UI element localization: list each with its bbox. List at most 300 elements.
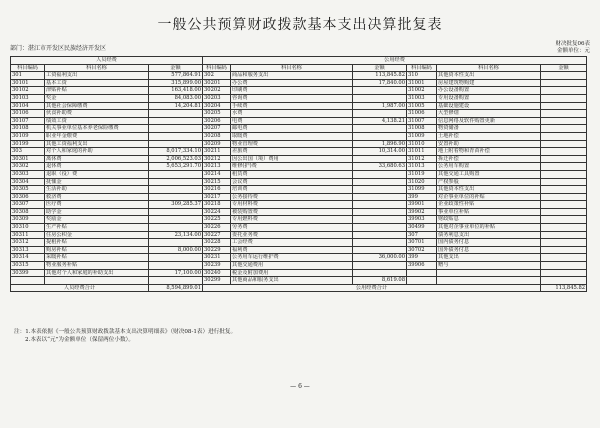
cell-code: 30103 [11,94,45,102]
cell-name [45,277,149,285]
page-number: — 6 — [290,383,310,390]
public-total-label: 公用经费合计 [203,284,541,292]
cell-code3: 31012 [407,155,437,163]
cell-name3: 物资储备 [437,125,541,133]
cell-name2: 物业管理费 [231,140,353,148]
cell-code2: 30211 [203,148,231,156]
cell-amount [149,178,203,186]
cell-name2: 工会经费 [231,239,353,247]
cell-name2: 委托业务费 [231,231,353,239]
cell-code3: 31002 [407,87,437,95]
cell-name3: 国内债务付息 [437,239,541,247]
cell-amount: 84,083.00 [149,94,203,102]
cell-name2: 专用材料费 [231,201,353,209]
cell-name: 住房公积金 [45,231,149,239]
cell-code: 30107 [11,117,45,125]
cell-code [11,277,45,285]
cell-name: 救济费 [45,193,149,201]
cell-code: 30306 [11,193,45,201]
cell-name: 其他工资福利支出 [45,140,149,148]
cell-amount2: 10,314.00 [353,148,407,156]
cell-amount3 [541,132,587,140]
table-row [11,87,587,95]
table-row [11,148,587,156]
cell-code3: 31001 [407,79,437,87]
cell-name: 对个人和家庭的补助 [45,148,149,156]
cell-amount3 [541,277,587,285]
cell-code: 30101 [11,79,45,87]
cell-name: 离休费 [45,155,149,163]
cell-code: 30305 [11,186,45,194]
cell-code3: 31019 [407,170,437,178]
cell-name2: 其他商品和服务支出 [231,277,353,285]
cell-amount2: 8,619.08 [353,277,407,285]
cell-code: 30301 [11,155,45,163]
cell-amount3 [541,102,587,110]
cell-amount3 [541,239,587,247]
cell-name: 奖励金 [45,216,149,224]
cell-amount: 14,204.81 [149,102,203,110]
cell-code2: 30203 [203,94,231,102]
cell-code: 301 [11,72,45,80]
cell-code: 303 [11,148,45,156]
cell-name: 基本工资 [45,79,149,87]
cell-code: 30308 [11,208,45,216]
col-header-name: 科目名称 [45,64,149,72]
cell-name2: 公务接待费 [231,193,353,201]
cell-name: 抚恤金 [45,178,149,186]
cell-name: 伙食补助费 [45,110,149,118]
cell-amount [149,140,203,148]
cell-amount: 17,100.00 [149,269,203,277]
cell-amount: 315,899.00 [149,79,203,87]
cell-name3: 基础设施建设 [437,102,541,110]
cell-amount2 [353,231,407,239]
cell-name3: 土地补偿 [437,132,541,140]
cell-amount3 [541,110,587,118]
cell-amount2 [353,110,407,118]
cell-amount2 [353,178,407,186]
cell-amount2 [353,155,407,163]
cell-name2: 劳务费 [231,224,353,232]
cell-amount3 [541,231,587,239]
section-personnel: 人员经费 [11,57,203,65]
col-header-code: 科目编码 [11,64,45,72]
cell-amount2 [353,87,407,95]
cell-amount2: 36,000.00 [353,254,407,262]
cell-code: 30106 [11,110,45,118]
cell-code: 30310 [11,224,45,232]
cell-name3: 其他资本性支出 [437,72,541,80]
form-code-block [556,41,591,55]
cell-name3: 其他支出 [437,254,541,262]
cell-amount3 [541,94,587,102]
cell-code2: 30228 [203,239,231,247]
table-body [11,72,587,285]
cell-name3: 对企事业单位的补贴 [437,193,541,201]
cell-code2: 30216 [203,186,231,194]
cell-amount2: 33,680.63 [353,163,407,171]
cell-code: 30314 [11,254,45,262]
cell-name3: 赠与 [437,262,541,270]
cell-amount3 [541,170,587,178]
cell-code2: 30217 [203,193,231,201]
note-2: 2.本表以“元”为金额单位（保留两位小数）。 [25,337,134,343]
table-row [11,125,587,133]
cell-amount3 [541,79,587,87]
cell-name2: 公务用车运行维护费 [231,254,353,262]
cell-code3 [407,269,437,277]
cell-amount3 [541,246,587,254]
cell-code2: 30214 [203,170,231,178]
cell-name: 助学金 [45,208,149,216]
cell-code2: 30208 [203,132,231,140]
table-row [11,110,587,118]
col-header-amount2: 金额 [353,64,407,72]
cell-name3 [437,277,541,285]
cell-code3: 399 [407,254,437,262]
cell-name2: 租赁费 [231,170,353,178]
cell-code2: 30299 [203,277,231,285]
cell-code2: 30202 [203,87,231,95]
cell-amount3 [541,140,587,148]
cell-name: 物业服务补贴 [45,262,149,270]
cell-name: 工资福利支出 [45,72,149,80]
cell-name2: 专用燃料费 [231,216,353,224]
cell-code2: 30204 [203,102,231,110]
cell-code2: 30209 [203,140,231,148]
cell-name2: 税金及附加费用 [231,269,353,277]
cell-amount [149,254,203,262]
cell-code: 30102 [11,87,45,95]
cell-amount3 [541,72,587,80]
department-label: 部门：湛江市开发区民族经济开发区 [10,45,107,52]
cell-amount2: 17,840.00 [353,79,407,87]
cell-name2: 其他交通费用 [231,262,353,270]
document-title: 一般公共预算财政拨款基本支出决算批复表 [157,17,443,33]
section-public: 公用经费 [203,57,587,65]
cell-code3: 31006 [407,110,437,118]
cell-code3: 307 [407,231,437,239]
cell-code2: 30206 [203,117,231,125]
cell-name3: 大型修缮 [437,110,541,118]
cell-code3: 31009 [407,132,437,140]
cell-amount [149,277,203,285]
cell-code3: 399 [407,193,437,201]
cell-amount3 [541,148,587,156]
cell-name3: 其他对企事业单位的补贴 [437,224,541,232]
column-header-row [11,64,587,72]
cell-name3: 专用设备购置 [437,94,541,102]
cell-name3: 债务利息支出 [437,231,541,239]
cell-code: 30304 [11,178,45,186]
cell-name: 购房补贴 [45,246,149,254]
cell-amount: 309,285.37 [149,201,203,209]
cell-name3: 房屋建筑物购建 [437,79,541,87]
notes-block [14,328,236,344]
table-row [11,163,587,171]
cell-name2: 手续费 [231,102,353,110]
cell-code2: 30227 [203,231,231,239]
table-row [11,79,587,87]
table-row [11,186,587,194]
cell-name2: 取暖费 [231,132,353,140]
table-row [11,246,587,254]
cell-amount2 [353,132,407,140]
cell-name2: 咨询费 [231,94,353,102]
table-row [11,170,587,178]
cell-code2: 30213 [203,163,231,171]
cell-name: 退休费 [45,163,149,171]
cell-amount2 [353,186,407,194]
cell-name3: 财政贴息 [437,216,541,224]
cell-amount3 [541,155,587,163]
cell-code3: 39906 [407,262,437,270]
cell-name3: 公务用车购置 [437,163,541,171]
cell-amount3 [541,163,587,171]
cell-amount2: 113,845.82 [353,72,407,80]
cell-code3: 31020 [407,178,437,186]
cell-amount [149,186,203,194]
col-header-name3: 科目名称 [437,64,541,72]
cell-name2: 培训费 [231,186,353,194]
cell-amount [149,117,203,125]
col-header-name2: 科目名称 [231,64,353,72]
cell-name3: 其他资本性支出 [437,186,541,194]
cell-code3: 39903 [407,216,437,224]
cell-name: 采暖补贴 [45,254,149,262]
cell-name: 生产补贴 [45,224,149,232]
table-row [11,140,587,148]
table-row [11,239,587,247]
cell-code3: 30499 [407,224,437,232]
cell-amount [149,193,203,201]
cell-amount [149,239,203,247]
table-row [11,102,587,110]
cell-amount: 8,017,334.10 [149,148,203,156]
cell-name2: 水费 [231,110,353,118]
table-row [11,254,587,262]
note-1: 注：1.本表依据《一般公共预算财政拨款基本支出决算明细表》（财决08-1表）进行批复。 [14,329,237,335]
cell-name2: 会议费 [231,178,353,186]
cell-amount [149,208,203,216]
table-row [11,193,587,201]
cell-name2: 被装购置费 [231,208,353,216]
table-row [11,224,587,232]
table-row [11,201,587,209]
cell-name2: 因公出国（境）费用 [231,155,353,163]
cell-code3: 31099 [407,186,437,194]
cell-name3: 事业单位补贴 [437,208,541,216]
cell-amount3 [541,262,587,270]
cell-amount [149,216,203,224]
cell-name2: 邮电费 [231,125,353,133]
cell-code3: 39902 [407,208,437,216]
cell-amount [149,224,203,232]
cell-amount2 [353,224,407,232]
cell-name2: 电费 [231,117,353,125]
cell-amount2 [353,262,407,270]
cell-amount2 [353,125,407,133]
personnel-total-label: 人员经费合计 [11,284,149,292]
cell-amount: 577,864.91 [149,72,203,80]
cell-code: 30303 [11,170,45,178]
cell-amount: 23,134.00 [149,231,203,239]
cell-code2: 30240 [203,269,231,277]
cell-amount [149,132,203,140]
cell-name: 其他对个人和家庭的补助支出 [45,269,149,277]
cell-amount3 [541,224,587,232]
cell-code2: 30225 [203,216,231,224]
cell-amount2 [353,208,407,216]
cell-name2: 办公费 [231,79,353,87]
table-row [11,208,587,216]
cell-amount2 [353,201,407,209]
cell-amount [149,125,203,133]
cell-code2: 30205 [203,110,231,118]
cell-code3: 31005 [407,102,437,110]
col-header-code3: 科目编码 [407,64,437,72]
cell-amount3 [541,87,587,95]
table-row [11,231,587,239]
cell-amount2 [353,216,407,224]
table-row [11,262,587,270]
cell-code: 30104 [11,102,45,110]
cell-name3: 安置补助 [437,140,541,148]
totals-row [11,284,587,292]
cell-amount2 [353,170,407,178]
cell-name2: 福利费 [231,246,353,254]
cell-code2: 30224 [203,208,231,216]
cell-name: 其他社会保障缴费 [45,102,149,110]
cell-name3: 地上附着物和青苗补偿 [437,148,541,156]
unit-label: 金额单位：元 [556,48,590,54]
cell-name: 生活补助 [45,186,149,194]
cell-amount3 [541,201,587,209]
cell-name3: 信息网络及软件购置更新 [437,117,541,125]
cell-amount2: 1,896.90 [353,140,407,148]
cell-code3: 31003 [407,94,437,102]
cell-amount: 5,653,291.70 [149,163,203,171]
table-row [11,277,587,285]
table-row [11,216,587,224]
cell-code2: 30218 [203,201,231,209]
cell-code: 30199 [11,140,45,148]
cell-amount: 8,000.00 [149,246,203,254]
cell-code2: 30215 [203,178,231,186]
cell-code3: 31013 [407,163,437,171]
cell-amount3 [541,186,587,194]
cell-amount2: 4,138.21 [353,117,407,125]
cell-amount: 2,006,523.03 [149,155,203,163]
cell-amount2 [353,246,407,254]
cell-code2: 30226 [203,224,231,232]
col-header-code2: 科目编码 [203,64,231,72]
cell-code2: 30239 [203,262,231,270]
cell-code: 30311 [11,231,45,239]
cell-name3: 办公设备购置 [437,87,541,95]
cell-name: 退职（役）费 [45,170,149,178]
cell-code: 30302 [11,163,45,171]
cell-code2: 302 [203,72,231,80]
cell-code2: 30231 [203,254,231,262]
cell-name: 绩效工资 [45,117,149,125]
cell-code3: 30701 [407,239,437,247]
cell-code3: 31010 [407,140,437,148]
personnel-total-amount: 8,594,899.01 [149,284,203,292]
cell-amount [149,170,203,178]
cell-amount2 [353,269,407,277]
cell-amount3 [541,269,587,277]
cell-name3 [437,269,541,277]
cell-amount2 [353,94,407,102]
cell-amount3 [541,208,587,216]
public-total-amount: 113,845.82 [541,284,587,292]
cell-name: 职业年金缴费 [45,132,149,140]
cell-code: 30309 [11,216,45,224]
cell-code3 [407,277,437,285]
cell-code2: 30229 [203,246,231,254]
cell-code2: 30201 [203,79,231,87]
cell-amount [149,110,203,118]
table-row [11,178,587,186]
col-header-amount3: 金额 [541,64,587,72]
cell-code: 30399 [11,269,45,277]
cell-code: 30109 [11,132,45,140]
cell-code3: 31008 [407,125,437,133]
cell-amount2: 1,987.00 [353,102,407,110]
table-row [11,117,587,125]
cell-amount3 [541,117,587,125]
cell-name3: 拆迁补偿 [437,155,541,163]
cell-amount3 [541,193,587,201]
col-header-amount: 金额 [149,64,203,72]
cell-name2: 差旅费 [231,148,353,156]
expenditure-table [10,56,587,292]
cell-amount [149,262,203,270]
cell-amount2 [353,193,407,201]
cell-code3: 31011 [407,148,437,156]
table-row [11,94,587,102]
table-row [11,269,587,277]
cell-name3: 产权参股 [437,178,541,186]
cell-code2: 30207 [203,125,231,133]
cell-code: 30313 [11,246,45,254]
cell-amount2 [353,239,407,247]
cell-code: 30108 [11,125,45,133]
cell-name3: 其他交通工具购置 [437,170,541,178]
cell-amount3 [541,125,587,133]
cell-amount3 [541,254,587,262]
cell-code3: 39901 [407,201,437,209]
cell-code: 30312 [11,239,45,247]
table-row [11,72,587,80]
cell-code3: 31007 [407,117,437,125]
cell-name2: 印刷费 [231,87,353,95]
cell-code: 30307 [11,201,45,209]
cell-code3: 310 [407,72,437,80]
cell-amount: 163,418.00 [149,87,203,95]
cell-name: 奖金 [45,94,149,102]
table-row [11,155,587,163]
cell-amount3 [541,178,587,186]
cell-code3: 30702 [407,246,437,254]
form-code: 财决批复06表 [555,41,590,47]
cell-name2: 维修(护)费 [231,163,353,171]
cell-name: 医疗费 [45,201,149,209]
cell-name2: 商品和服务支出 [231,72,353,80]
cell-name3: 国外债务付息 [437,246,541,254]
